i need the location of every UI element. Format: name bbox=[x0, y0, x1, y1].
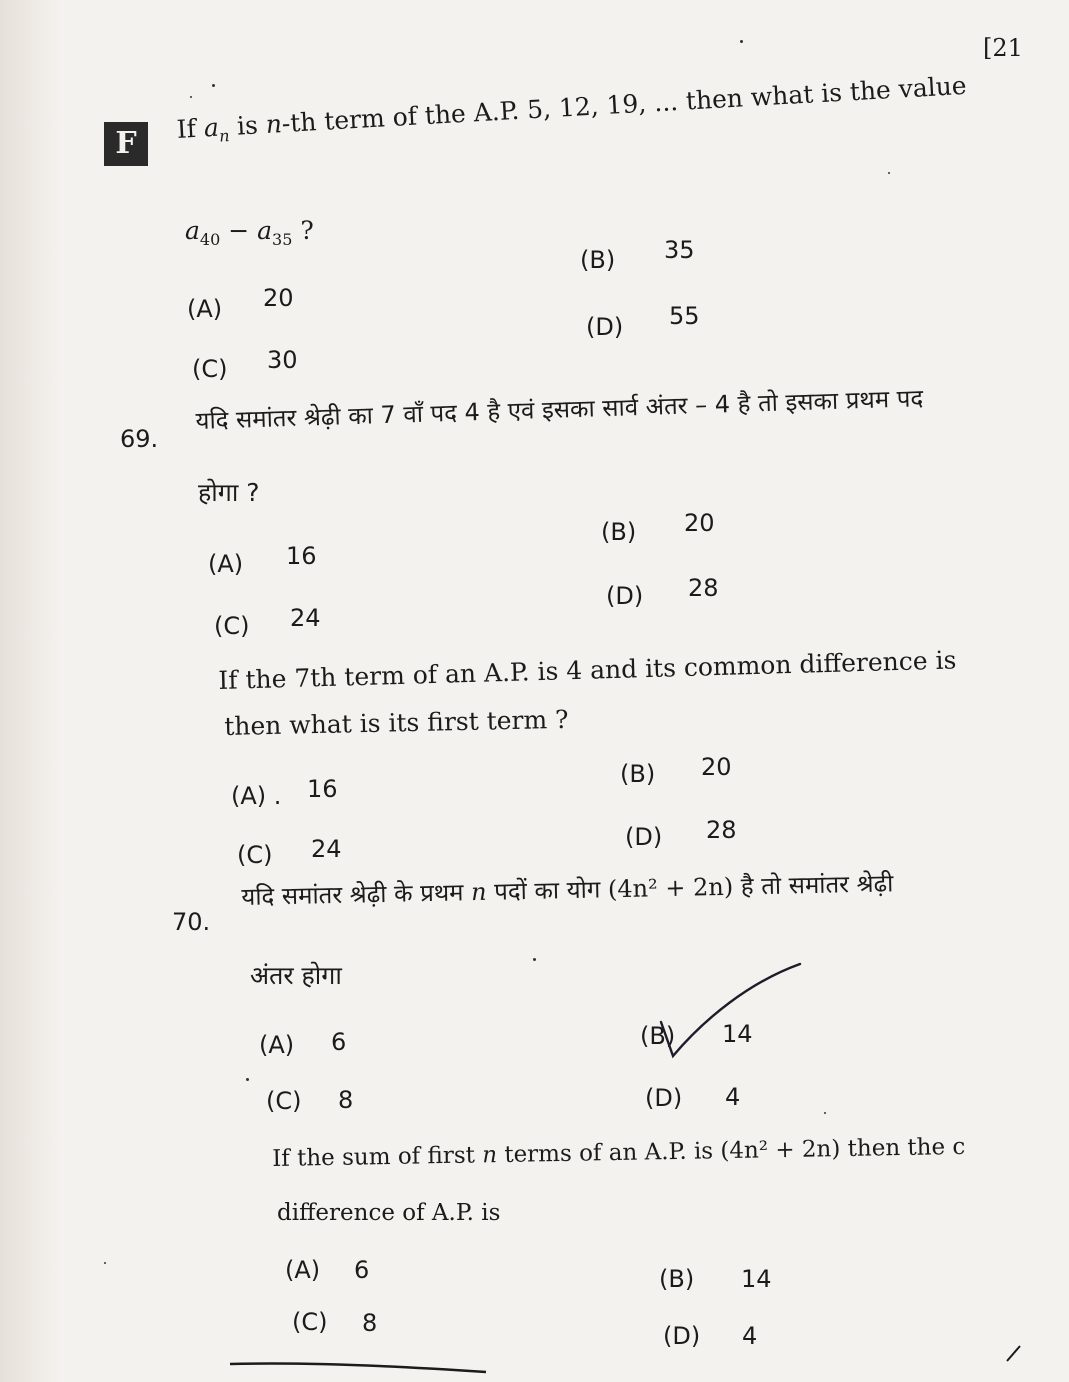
q69-english-line2: then what is its first term ? bbox=[224, 704, 569, 741]
q70-en-pre: If the sum of first bbox=[272, 1142, 476, 1172]
q70-hi-var: n bbox=[470, 877, 487, 907]
q68-expr-sub2: 35 bbox=[272, 230, 293, 249]
q69-en-option-b-label: (B) bbox=[620, 760, 656, 788]
q69-en-option-c-value: 24 bbox=[311, 835, 342, 863]
q70-hindi-line2: अंतर होगा bbox=[250, 961, 342, 990]
q69-hindi-line1: यदि समांतर श्रेढ़ी का 7 वाँ पद 4 है एवं इसका सार्व अंतर – 4 है तो इसका प्रथम पद bbox=[195, 384, 924, 435]
q70-hindi-line1 bbox=[241, 864, 1022, 913]
q68-var-a: a bbox=[203, 112, 220, 143]
q69-hindi-line2: होगा ? bbox=[198, 478, 260, 507]
checkmark-icon bbox=[655, 960, 805, 1060]
q69-hi-option-c-value: 24 bbox=[290, 604, 321, 632]
q70-en-post: then the c bbox=[847, 1133, 966, 1162]
speck bbox=[212, 84, 215, 87]
bottom-rule bbox=[228, 1360, 488, 1374]
q69-hi-option-d-label: (D) bbox=[606, 582, 644, 610]
q68-if: If bbox=[176, 113, 197, 144]
q69-hi-option-a-label: (A) bbox=[208, 550, 244, 578]
q70-english-line2: difference of A.P. is bbox=[277, 1200, 501, 1226]
q68-expr-sub1: 40 bbox=[199, 230, 221, 249]
q68-option-a-value: 20 bbox=[263, 284, 294, 312]
q70-en-expr: (4n² + 2n) bbox=[720, 1136, 841, 1165]
q69-hi-option-b-value: 20 bbox=[684, 509, 715, 537]
q68-expr-a2: a bbox=[257, 216, 273, 245]
q70-hi-option-b-value: 14 bbox=[722, 1020, 753, 1048]
q70-hi-option-b-label: (B) bbox=[640, 1022, 676, 1050]
q70-hi-option-d-label: (D) bbox=[645, 1084, 683, 1112]
q70-en-var: n bbox=[481, 1142, 498, 1169]
q68-var-n: n bbox=[264, 109, 283, 139]
q69-en-option-d-label: (D) bbox=[625, 823, 663, 851]
q70-en-option-b-label: (B) bbox=[659, 1265, 695, 1293]
set-badge: F bbox=[104, 122, 148, 166]
q70-en-option-a-value: 6 bbox=[354, 1256, 370, 1284]
speck bbox=[104, 1262, 106, 1264]
q70-en-mid: terms of an A.P. is bbox=[504, 1138, 714, 1168]
q69-hi-option-b-label: (B) bbox=[601, 518, 637, 546]
q70-hi-mid: पदों का योग bbox=[493, 875, 601, 906]
q69-en-option-a-label: (A) . bbox=[231, 782, 282, 810]
speck bbox=[533, 958, 536, 961]
speck bbox=[888, 172, 890, 174]
page-edge-shadow bbox=[0, 0, 60, 1382]
q68-option-b-value: 35 bbox=[664, 236, 695, 264]
q68-expression bbox=[185, 216, 314, 249]
q69-english-line1: If the 7th term of an A.P. is 4 and its common difference is bbox=[218, 645, 957, 695]
speck bbox=[824, 1112, 826, 1114]
q70-number: 70. bbox=[172, 908, 211, 936]
q69-en-option-d-value: 28 bbox=[706, 816, 737, 844]
q68-is: is bbox=[236, 110, 259, 141]
q69-en-option-c-label: (C) bbox=[237, 841, 273, 869]
q70-en-option-c-value: 8 bbox=[362, 1309, 378, 1337]
q68-expr-op: − bbox=[220, 216, 258, 245]
q69-hi-option-d-value: 28 bbox=[688, 574, 719, 602]
speck bbox=[740, 40, 743, 43]
q68-option-d-label: (D) bbox=[586, 313, 624, 341]
q70-en-option-b-value: 14 bbox=[741, 1265, 772, 1293]
q70-hi-option-d-value: 4 bbox=[725, 1083, 741, 1111]
q68-expr-qmark: ? bbox=[292, 216, 314, 245]
q68-expr-a1: a bbox=[185, 216, 200, 245]
speck bbox=[246, 1078, 249, 1081]
q70-en-option-c-label: (C) bbox=[292, 1308, 328, 1336]
q68-option-d-value: 55 bbox=[669, 302, 700, 330]
q68-sub-n: n bbox=[218, 126, 231, 146]
q70-hi-pre: यदि समांतर श्रेढ़ी के प्रथम bbox=[241, 878, 464, 911]
speck bbox=[190, 96, 192, 98]
q69-en-option-a-value: 16 bbox=[307, 775, 338, 803]
q68-option-c-label: (C) bbox=[192, 355, 228, 383]
q68-option-b-label: (B) bbox=[580, 246, 616, 274]
q70-hi-expr: (4n² + 2n) bbox=[607, 872, 734, 904]
q68-question-line1 bbox=[176, 71, 968, 148]
q69-number: 69. bbox=[120, 425, 159, 453]
stray-slash-mark bbox=[1004, 1342, 1024, 1364]
q69-en-option-b-value: 20 bbox=[701, 753, 732, 781]
q70-en-option-d-label: (D) bbox=[663, 1322, 701, 1350]
q70-english-line1 bbox=[272, 1133, 1022, 1172]
q70-hi-option-a-value: 6 bbox=[331, 1028, 347, 1056]
q70-en-option-d-value: 4 bbox=[742, 1322, 758, 1350]
q70-hi-option-a-label: (A) bbox=[259, 1031, 295, 1059]
q70-hi-option-c-label: (C) bbox=[266, 1087, 302, 1115]
page-number: [21 bbox=[983, 34, 1023, 62]
q68-rest: -th term of the A.P. 5, 12, 19, ... then what is the value bbox=[280, 70, 968, 139]
q69-hi-option-c-label: (C) bbox=[214, 612, 250, 640]
q69-hi-option-a-value: 16 bbox=[286, 542, 317, 570]
q70-hi-post: है तो समांतर श्रेढ़ी bbox=[740, 869, 894, 901]
q70-hi-option-c-value: 8 bbox=[338, 1086, 354, 1114]
q68-option-c-value: 30 bbox=[267, 346, 298, 374]
q68-option-a-label: (A) bbox=[187, 295, 223, 323]
q70-en-option-a-label: (A) bbox=[285, 1256, 321, 1284]
